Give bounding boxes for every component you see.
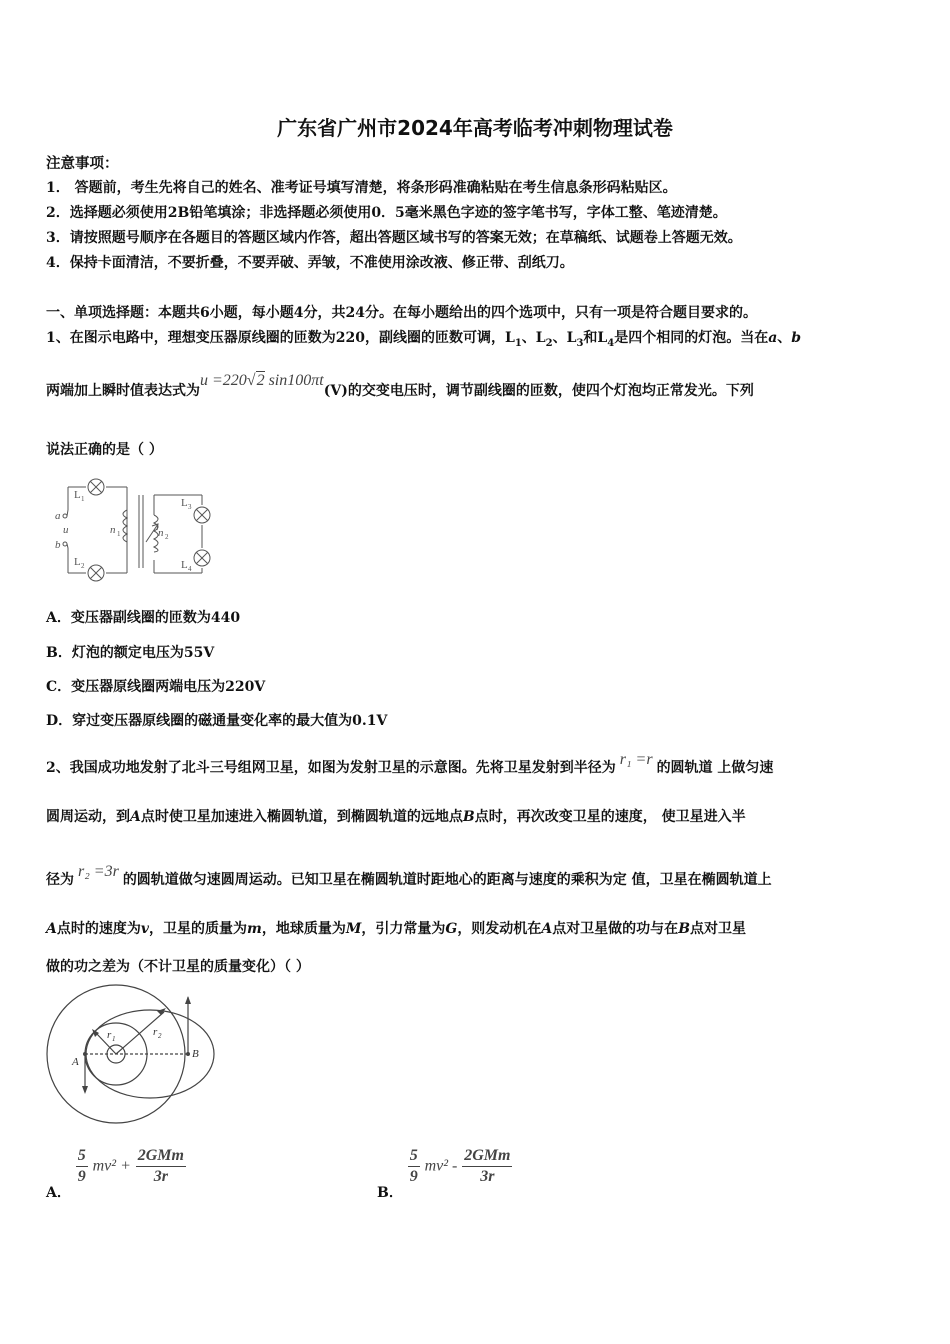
svg-text:1: 1 bbox=[117, 530, 121, 538]
svg-text:2: 2 bbox=[81, 562, 85, 570]
page-title: 广东省广州市2024年高考临考冲刺物理试卷 bbox=[277, 116, 673, 140]
q1-stem-line3: 说法正确的是（ ） bbox=[46, 442, 163, 458]
notice-item: 1． 答题前，考生先将自己的姓名、准考证号填写清楚，将条形码准确粘贴在考生信息条形码粘贴区。 bbox=[46, 180, 677, 196]
q1-option-a: A．变压器副线圈的匝数为440 bbox=[46, 610, 241, 626]
svg-text:n: n bbox=[110, 524, 116, 536]
svg-text:1: 1 bbox=[112, 1035, 116, 1043]
q2-stem-line4: A点时的速度为v，卫星的质量为m，地球质量为M，引力常量为G，则发动机在A点对卫星做的功与在B点对卫星 bbox=[46, 921, 747, 937]
q2-stem-line5: 做的功之差为（不计卫星的质量变化）（ ） bbox=[46, 959, 310, 975]
q2-option-a: A． $\frac{5}{9}$ mv² + $\frac{\text{2GMm}}{3r}$ bbox=[46, 1147, 184, 1201]
svg-text:u: u bbox=[63, 524, 69, 536]
transformer-circuit-figure bbox=[52, 470, 222, 585]
svg-text:a: a bbox=[55, 510, 61, 522]
q1-stem-line1: 1、在图示电路中，理想变压器原线圈的匝数为220，副线圈的匝数可调，$L_1$、$L_2$、$L_3$和$L_4$是四个相同的灯泡。当在a、b bbox=[46, 330, 802, 349]
svg-text:4: 4 bbox=[188, 565, 192, 573]
voltage-formula: u =220√2 sin100πt bbox=[200, 372, 324, 389]
q2-stem-line2: 圆周运动，到A点时使卫星加速进入椭圆轨道，到椭圆轨道的远地点B点时，再次改变卫星的速度， 使卫星进入半 bbox=[46, 809, 746, 825]
q2-stem-line3: 径为 r₂ =3r 的圆轨道做匀速圆周运动。已知卫星在椭圆轨道时距地心的距离与速度的乘积为定 值，卫星在椭圆轨道上 bbox=[46, 863, 772, 888]
svg-text:3: 3 bbox=[188, 503, 192, 511]
svg-text:n: n bbox=[158, 527, 164, 539]
notice-item: 4．保持卡面清洁，不要折叠，不要弄破、弄皱，不准使用涂改液、修正带、刮纸刀。 bbox=[46, 255, 574, 271]
notice-item: 2．选择题必须使用2B铅笔填涂；非选择题必须使用0．5毫米黑色字迹的签字笔书写，字体工整、笔迹清楚。 bbox=[46, 205, 727, 221]
svg-text:r: r bbox=[153, 1026, 158, 1038]
notice-item: 3．请按照题号顺序在各题目的答题区域内作答，超出答题区域书写的答案无效；在草稿纸、试题卷上答题无效。 bbox=[46, 230, 742, 246]
q2-option-b: B． $\frac{5}{9}$ mv² - $\frac{\text{2GMm}}{3r}$ bbox=[377, 1147, 511, 1201]
svg-text:1: 1 bbox=[81, 495, 85, 503]
svg-text:A: A bbox=[72, 1056, 79, 1068]
q1-option-d: D．穿过变压器原线圈的磁通量变化率的最大值为0.1V bbox=[46, 713, 388, 729]
svg-text:2: 2 bbox=[165, 533, 169, 541]
q1-option-b: B．灯泡的额定电压为55V bbox=[46, 645, 215, 661]
svg-text:b: b bbox=[55, 539, 61, 551]
svg-text:B: B bbox=[192, 1048, 199, 1060]
svg-text:L: L bbox=[74, 556, 81, 568]
section-heading: 一、单项选择题：本题共6小题，每小题4分，共24分。在每小题给出的四个选项中，只有一项是符合题目要求的。 bbox=[46, 305, 757, 321]
q1-option-c: C．变压器原线圈两端电压为220V bbox=[46, 679, 266, 695]
svg-text:L: L bbox=[181, 559, 188, 571]
svg-text:2: 2 bbox=[158, 1032, 162, 1040]
notice-heading: 注意事项： bbox=[46, 155, 119, 172]
q2-stem-line1: 2、我国成功地发射了北斗三号组网卫星，如图为发射卫星的示意图。先将卫星发射到半径为 r₁ =r 的圆轨道 上做匀速 bbox=[46, 751, 774, 776]
svg-text:L: L bbox=[74, 489, 81, 501]
svg-text:L: L bbox=[181, 497, 188, 509]
svg-text:r: r bbox=[107, 1029, 112, 1041]
q1-stem-line2: 两端加上瞬时值表达式为u =220√2 sin100πt(V)的交变电压时，调节副线圈的匝数，使四个灯泡均正常发光。下列 bbox=[46, 372, 754, 399]
orbit-figure bbox=[40, 982, 220, 1132]
